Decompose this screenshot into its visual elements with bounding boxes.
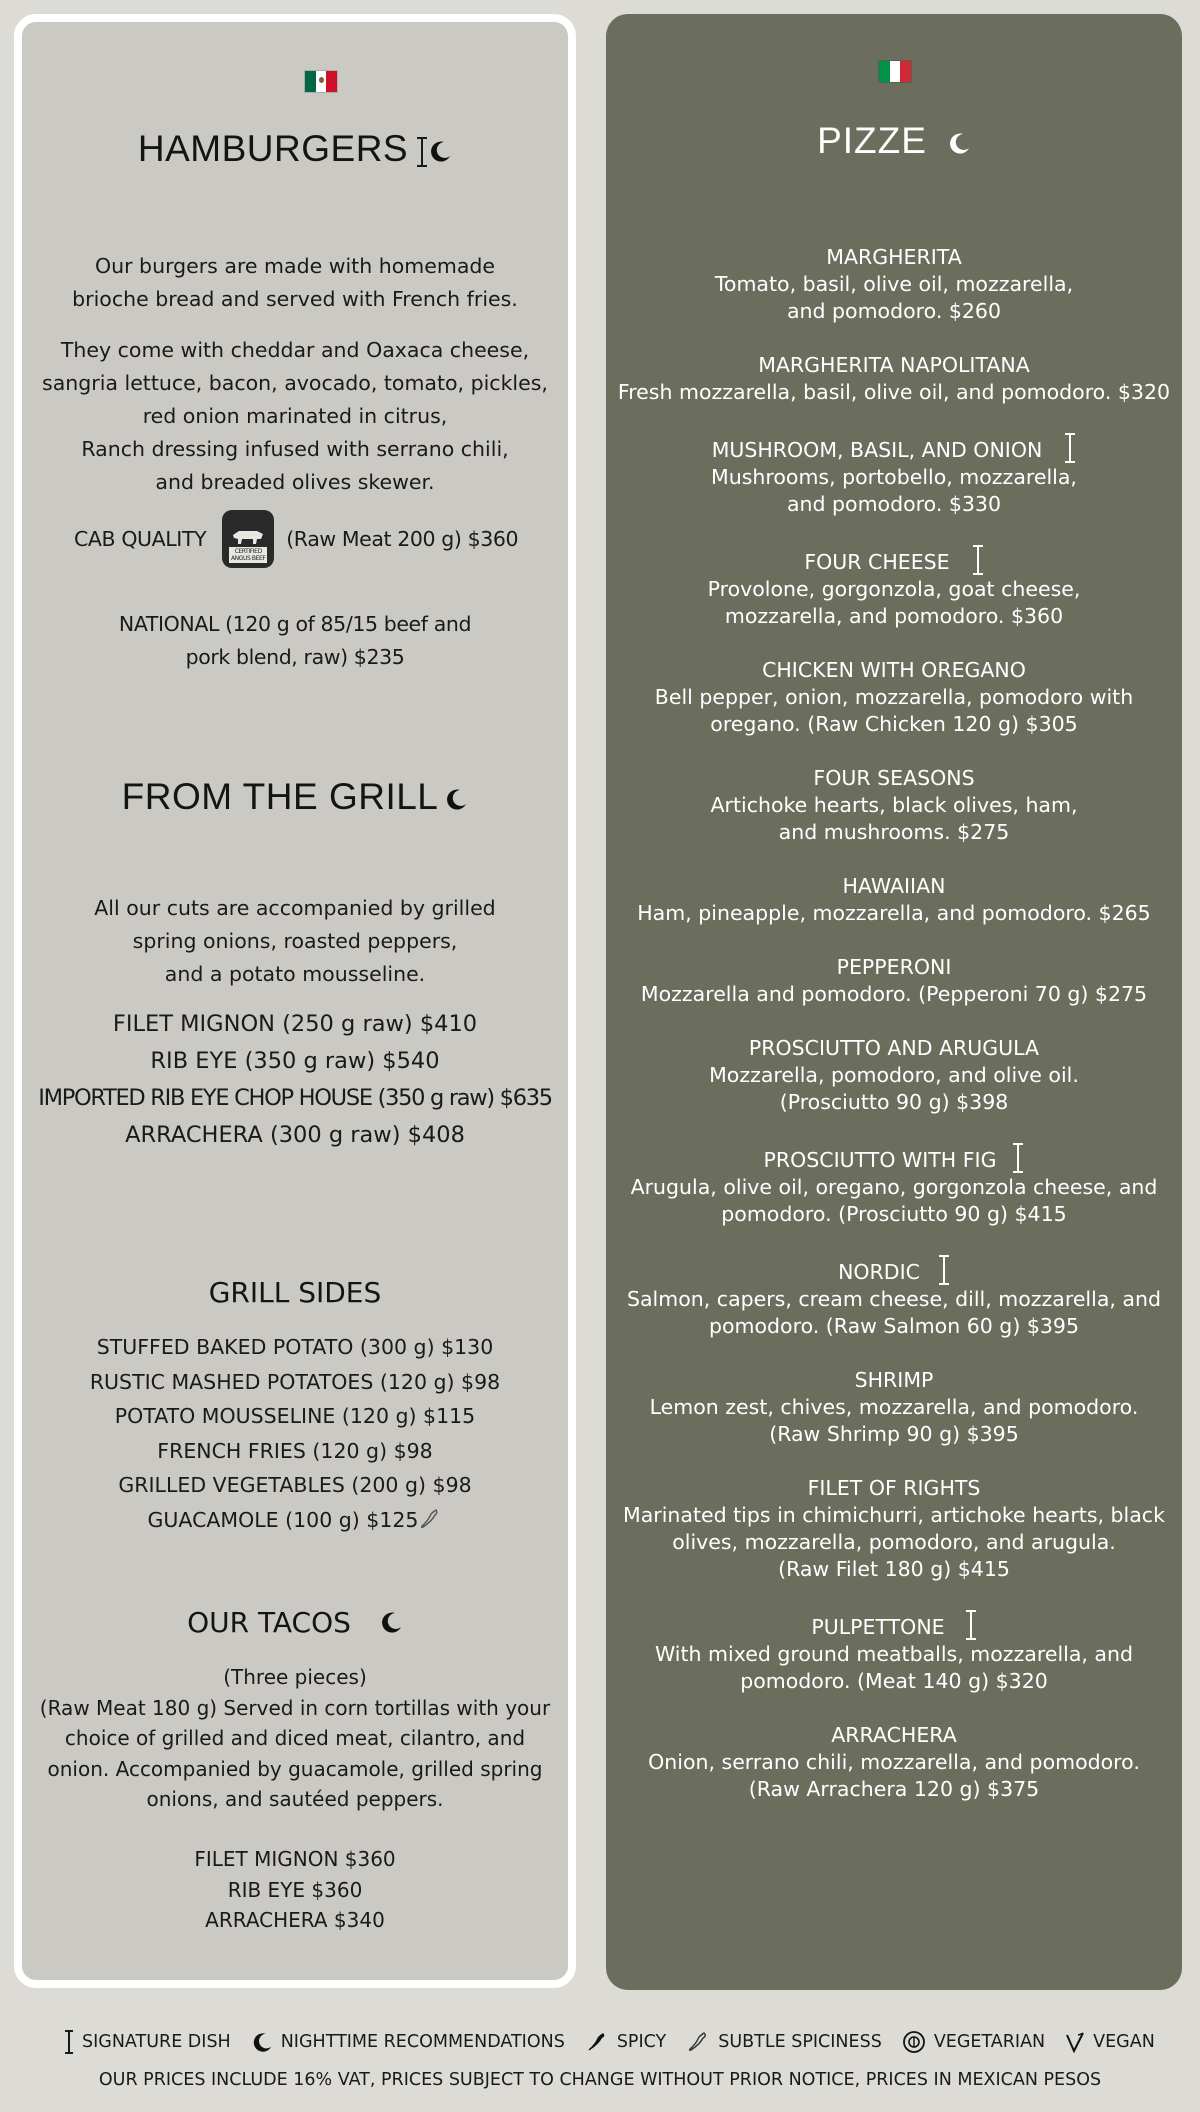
list-item: MARGHERITA NAPOLITANA Fresh mozzarella, basil, olive oil, and pomodoro. $320: [606, 352, 1182, 406]
legend-vegan: VEGAN: [1065, 2031, 1155, 2053]
right-menu-panel: [606, 14, 1182, 1990]
moon-icon: [428, 139, 452, 163]
hamburgers-details: They come with cheddar and Oaxaca cheese, sangria lettuce, bacon, avocado, tomato, pickles, red onion marinated in citrus, Ranch dressing infused with serrano chili, and breaded olives skewer.: [42, 338, 548, 494]
list-item: FOUR CHEESE Provolone, gorgonzola, goat cheese, mozzarella, and pomodoro. $360: [606, 545, 1182, 630]
vegan-icon: [1065, 2031, 1085, 2053]
pizza-name: PROSCIUTTO AND ARUGULA: [748, 1036, 1040, 1060]
legend-nighttime: NIGHTTIME RECOMMENDATIONS: [251, 2031, 565, 2053]
grill-intro: All our cuts are accompanied by grilled spring onions, roasted peppers, and a potato mousseline.: [94, 896, 496, 986]
list-item: POTATO MOUSSELINE (120 g) $115: [114, 1404, 476, 1428]
moon-icon: [251, 2031, 273, 2053]
national-burger: NATIONAL (120 g of 85/15 beef and pork blend, raw) $235: [118, 612, 472, 669]
pizza-name: HAWAIIAN: [842, 874, 946, 898]
left-menu-panel: [14, 14, 576, 1988]
list-item: PROSCIUTTO WITH FIG Arugula, olive oil, oregano, gorgonzola cheese, and pomodoro. (Prosciutto 90 g) $415: [606, 1143, 1182, 1228]
list-item: ARRACHERA Onion, serrano chili, mozzarella, and pomodoro. (Raw Arrachera 120 g) $375: [606, 1722, 1182, 1803]
signature-dish-icon: [416, 137, 428, 167]
vegetarian-icon: [902, 2030, 926, 2054]
hamburgers-intro: Our burgers are made with homemade brioche bread and served with French fries.: [72, 254, 518, 311]
list-item: PULPETTONE With mixed ground meatballs, mozzarella, and pomodoro. (Meat 140 g) $320: [606, 1610, 1182, 1695]
moon-icon: [444, 787, 468, 811]
pizza-name: PULPETTONE: [606, 1610, 1182, 1641]
list-item: SHRIMP Lemon zest, chives, mozzarella, and pomodoro. (Raw Shrimp 90 g) $395: [606, 1367, 1182, 1448]
list-item: FILET OF RIGHTS Marinated tips in chimichurri, artichoke hearts, black olives, mozzarella, pomodoro, and arugula. (Raw Filet 180 g) $415: [606, 1475, 1182, 1583]
legend: [64, 2030, 1200, 2054]
cab-price: (Raw Meat 200 g) $360: [286, 527, 519, 551]
signature-dish-icon: [64, 2030, 74, 2054]
tacos-description: (Three pieces) (Raw Meat 180 g) Served in corn tortillas with your choice of grilled and diced meat, cilantro, and onion. Accompanied by guacamole, grilled spring onions, and sautéed peppers.: [39, 1665, 551, 1811]
pizza-name: PEPPERONI: [836, 955, 952, 979]
certified-angus-beef-logo: CERTIFIED ANGUS BEEF: [222, 510, 274, 568]
subtle-spiciness-icon: [686, 2030, 710, 2054]
list-item: STUFFED BAKED POTATO (300 g) $130: [96, 1335, 494, 1359]
list-item: FILET MIGNON $360: [194, 1847, 396, 1871]
grill-cuts: [22, 1006, 568, 1154]
list-item: CHICKEN WITH OREGANO Bell pepper, onion, mozzarella, pomodoro with oregano. (Raw Chicken 120 g) $305: [606, 657, 1182, 738]
legend-signature: SIGNATURE DISH: [64, 2030, 231, 2054]
pizza-name: MUSHROOM, BASIL, AND ONION: [606, 433, 1182, 464]
list-item: FILET MIGNON (250 g raw) $410: [112, 1011, 478, 1037]
pizza-name: FILET OF RIGHTS: [807, 1476, 981, 1500]
chili-pepper-icon: [585, 2030, 609, 2054]
list-item: HAWAIIAN Ham, pineapple, mozzarella, and pomodoro. $265: [606, 873, 1182, 927]
moon-icon: [947, 131, 971, 155]
list-item: MUSHROOM, BASIL, AND ONION Mushrooms, portobello, mozzarella, and pomodoro. $330: [606, 433, 1182, 518]
list-item: GUACAMOLE (100 g) $125: [22, 1503, 568, 1538]
list-item: ARRACHERA (300 g raw) $408: [125, 1122, 465, 1148]
mexico-flag-icon: [304, 70, 338, 93]
pizza-name: NORDIC: [606, 1255, 1182, 1286]
subtle-spiciness-icon: [418, 1507, 442, 1531]
signature-dish-icon: [965, 1610, 977, 1640]
list-item: RIB EYE $360: [227, 1877, 363, 1902]
pizza-name: SHRIMP: [854, 1368, 934, 1392]
pizze-title: PIZZE: [606, 120, 1182, 162]
legend-subtle: SUBTLE SPICINESS: [686, 2030, 882, 2054]
cab-quality-row: [74, 510, 518, 568]
pizza-name: PROSCIUTTO WITH FIG: [606, 1143, 1182, 1174]
list-item: ARRACHERA $340: [205, 1908, 385, 1932]
list-item: FRENCH FRIES (120 g) $98: [157, 1438, 433, 1463]
tacos-list: [22, 1844, 568, 1936]
list-item: PEPPERONI Mozzarella and pomodoro. (Pepperoni 70 g) $275: [606, 954, 1182, 1008]
list-item: RUSTIC MASHED POTATOES (120 g) $98: [89, 1369, 501, 1394]
price-disclaimer: OUR PRICES INCLUDE 16% VAT, PRICES SUBJECT TO CHANGE WITHOUT PRIOR NOTICE, PRICES IN MEXICAN PESOS: [98, 2070, 1102, 2090]
signature-dish-icon: [1012, 1143, 1024, 1173]
list-item: IMPORTED RIB EYE CHOP HOUSE (350 g raw) $635: [38, 1085, 552, 1111]
list-item: GRILLED VEGETABLES (200 g) $98: [118, 1473, 472, 1497]
signature-dish-icon: [972, 545, 984, 575]
pizza-name: CHICKEN WITH OREGANO: [762, 658, 1026, 682]
list-item: NORDIC Salmon, capers, cream cheese, dill, mozzarella, and pomodoro. (Raw Salmon 60 g) $395: [606, 1255, 1182, 1340]
pizza-name: FOUR CHEESE: [606, 545, 1182, 576]
moon-icon: [379, 1610, 403, 1634]
list-item: RIB EYE (350 g raw) $540: [150, 1048, 440, 1074]
pizza-list: [606, 244, 1182, 1830]
grill-sides-list: [22, 1330, 568, 1537]
signature-dish-icon: [938, 1255, 950, 1285]
list-item: PROSCIUTTO AND ARUGULA Mozzarella, pomodoro, and olive oil. (Prosciutto 90 g) $398: [606, 1035, 1182, 1116]
grill-title: FROM THE GRILL: [22, 776, 568, 818]
legend-vegetarian: VEGETARIAN: [902, 2030, 1045, 2054]
grill-sides-title: GRILL SIDES: [208, 1276, 382, 1309]
pizza-name: MARGHERITA NAPOLITANA: [758, 353, 1030, 377]
list-item: FOUR SEASONS Artichoke hearts, black olives, ham, and mushrooms. $275: [606, 765, 1182, 846]
pizza-name: MARGHERITA: [826, 245, 962, 269]
signature-dish-icon: [1064, 433, 1076, 463]
legend-spicy: SPICY: [585, 2030, 666, 2054]
list-item: MARGHERITA Tomato, basil, olive oil, mozzarella, and pomodoro. $260: [606, 244, 1182, 325]
cab-label: CAB QUALITY: [74, 527, 207, 551]
italy-flag-icon: [878, 60, 912, 83]
hamburgers-title: HAMBURGERS: [22, 128, 568, 170]
pizza-name: FOUR SEASONS: [813, 766, 975, 790]
pizza-name: ARRACHERA: [831, 1723, 957, 1747]
tacos-title: OUR TACOS: [22, 1606, 568, 1639]
